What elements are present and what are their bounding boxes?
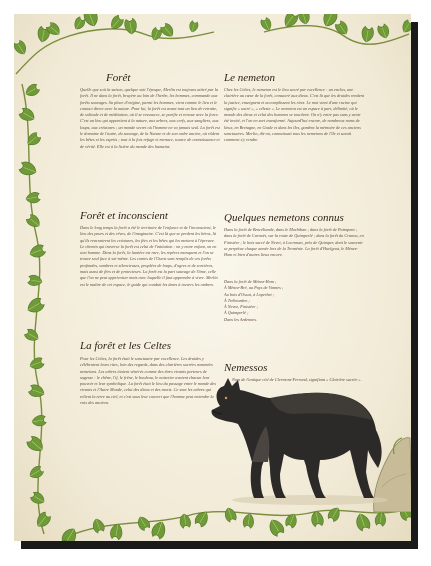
section-nemeton xyxy=(224,72,366,197)
list-item: À Quimperlé ; xyxy=(224,310,249,316)
section-heading: La forêt et les Celtes xyxy=(80,340,172,352)
list-item: Au bois d'Ossat, à Loperhet ; xyxy=(224,291,275,297)
section-text: Chez les Celtes, le nemeton est le lieu sacré par excellence : un enclos, une clairière au cœur de la forêt, consacré aux dieux. C'est là que les druides rendent la justice, enseignent et accomplissent les rites. Le mot vient d'une racine qui signifie « sacré », « céleste ». Le nemeton est un espace à part, délimité, où le monde des dieux et celui des hommes se touchent. On n'y entre pas sans y avoir été invité, et l'on en sort transformé. Aujourd'hui encore, de nombreux noms de lieux, en Bretagne, en Gaule et dans les îles, gardent la mémoire de ces anciens sanctuaires. Merlin, dit-on, connaissait tous les nemetons de l'île et savait comment s'y rendre. xyxy=(224,87,364,143)
list-item: À Trébeurden ; xyxy=(224,297,250,303)
list-item: À Nevez, Finistère ; xyxy=(224,304,258,310)
section-text: Dans le long temps la forêt a été le territoire de l'enfance et de l'inconscient, le lieu des peurs et des rêves, de l'imaginaire. C'est là que se perdent les héros, là qu'ils rencontrent les créatures, les fées et les bêtes qui les mettent à l'épreuve. Le chemin qui traverse la forêt est celui de l'initiation : on y entre enfant, on en sort homme. Dans la forêt, la lumière est rare, les repères manquent et l'on se trouve seul face à soi-même. Les contes de l'Ouest sont remplis de ces forêts profondes, sombres et silencieuses, peuplées de loups, d'ogres et de sorcières, mais aussi de fées et de protecteurs. La forêt est la part sauvage de l'âme, celle que l'on ne peut apprivoiser mais avec laquelle il faut apprendre à vivre. Merlin est le maître de cet espace, le guide qui conduit les âmes à travers les ombres. xyxy=(80,225,218,287)
section-foret-celtes xyxy=(80,340,220,506)
section-heading: Le nemeton xyxy=(224,72,276,84)
list-item: Dans les Ardennes. xyxy=(224,316,258,322)
wolf-illustration xyxy=(200,376,390,506)
section-foret xyxy=(80,72,220,189)
list-item: À Ménez-Bré, au Pays de Vannes ; xyxy=(224,285,284,291)
page xyxy=(14,14,411,541)
list-item: Dans la forêt de Ménez-Hom ; xyxy=(224,279,277,284)
section-text: Dans la forêt de Brocéliande, dans le Morbihan ; dans la forêt de Paimpont ; dans la forêt de Carnoët, sur la route de Quimperlé ; dans la forêt du Cranou, en Finistère ; le bois sacré de Nevet, à Locronan, près de Quimper, dont le souvenir se perpétue chaque année lors de la Troménie. La forêt d'Huelgoat, le Ménez-Hom et bien d'autres lieux encore. xyxy=(224,227,364,258)
section-text: Nom de l'antique cité de Clermont-Ferrand, signifiant « Clairière sacrée ». xyxy=(232,377,362,382)
section-heading: Quelques nemetons connus xyxy=(224,212,344,224)
section-heading: Nemessos xyxy=(224,362,268,374)
section-heading: Forêt et inconscient xyxy=(80,210,168,222)
section-heading: Forêt xyxy=(106,72,131,84)
section-foret-inconscient xyxy=(80,210,220,333)
section-text: Quelle que soit la saison, quelque soit l'époque, Merlin est toujours attiré par la forêt. Il ne dans la forêt, bruyère au loin de l'herbe, les hommes, commande aux forêts sauvages. Sa place d'origine, parmi les hommes, vient comme le lieu et le contact direct avec la nature. Pour lui, la forêt est avant tout un lieu de retraite, de solitude et de méditation, où il se ressource, se purifie et renoue avec la force. C'est un lieu qui appartient à la nature, aux arbres, aux cerfs, aux sangliers, aux loups, aux créatures ; un monde secret où l'homme ne va jamais seul. La forêt est le domaine de l'autre, du sauvage, de la Nature et de son ordre ancien, où rôdent les bêtes et les esprits ; tout à la fois refuge et menace, source de connaissance et de vérité. Elle est à la lisière du monde des humains. xyxy=(80,87,220,149)
nemeton-list xyxy=(224,279,366,323)
section-text: Pour les Celtes, la forêt était le sanctuaire par excellence. Les druides y célébraient leurs rites, loin des regards, dans des clairières sacrées nommées nemetons. Les arbres étaient vénérés comme des êtres vivants porteurs de sagesse : le chêne, l'if, le frêne, le bouleau, le noisetier avaient chacun leur pouvoir et leur symbolique. La forêt était le lieu du passage entre le monde des vivants et l'Autre Monde, celui des dieux et des morts. Ce sont les arbres qui relient la terre au ciel, et c'est sous leur couvert que l'homme peut entendre la voix des anciens. xyxy=(80,356,217,406)
section-nemetons-connus xyxy=(224,212,366,323)
